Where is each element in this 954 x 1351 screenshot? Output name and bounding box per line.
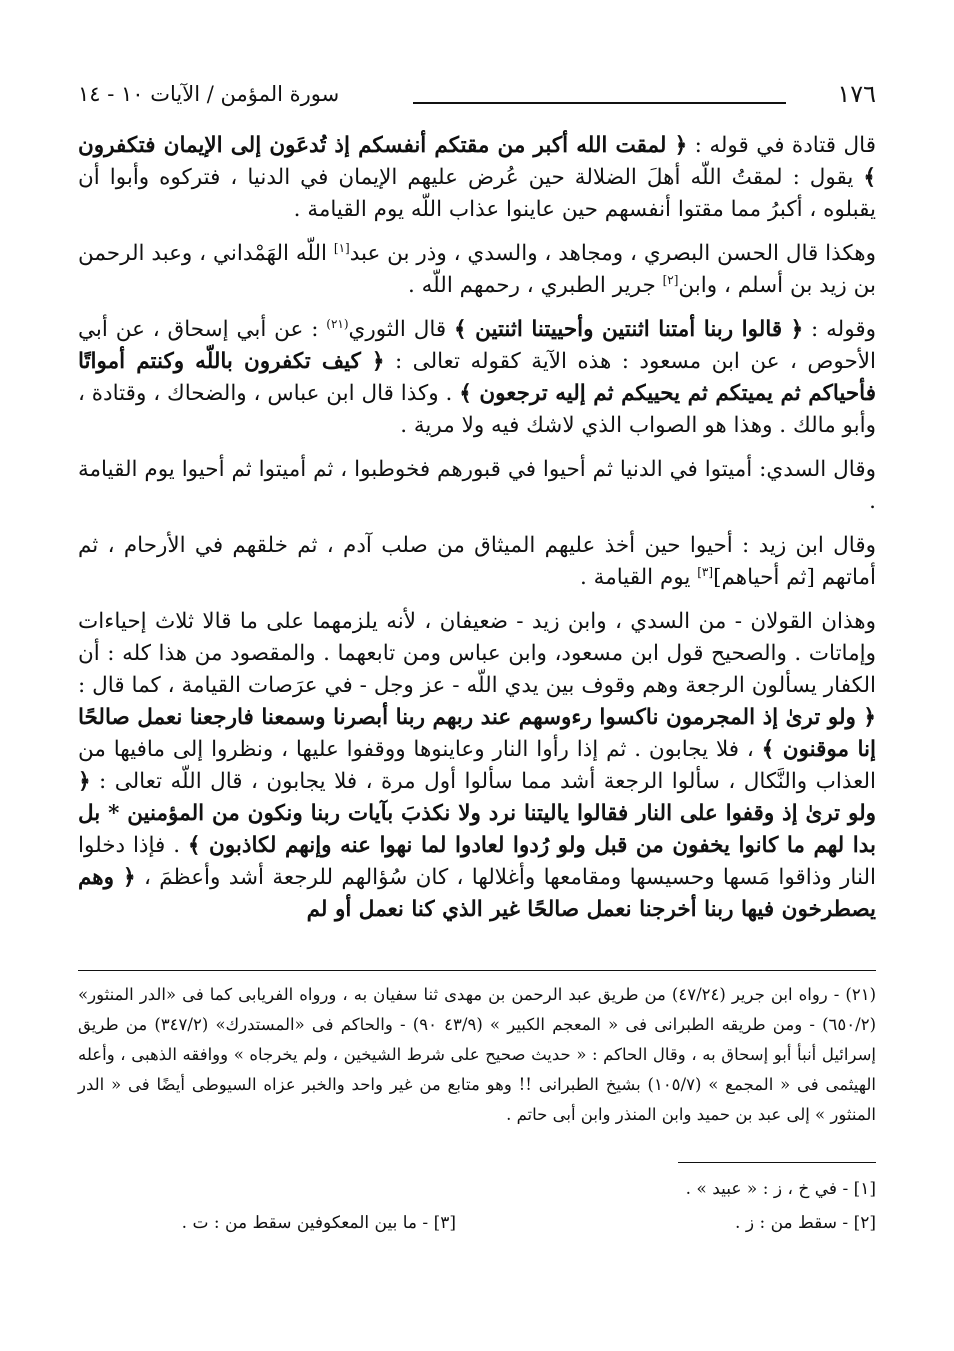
footnote-ref: [٣]: [697, 564, 714, 579]
text: ، فلا يجابون . ثم إذا رأوا النار وعاينوها ووقفوا عليها ، ونظروا إلى مافيها من العذاب والنَّكال ، سألوا الرجعة أشد مما سألوا أول مرة ، فلا يجابون ، قال اللّه تعالى :: [78, 737, 876, 794]
text: يقول : لمقتُ اللّه أهلَ الضلالة حين عُرض عليهم الإيمان في الدنيا ، فتركوه وأبوا أن يقبلوه ، أكبرُ مما مقتوا أنفسهم حين عاينوا عذاب اللّه يوم القيامة .: [78, 165, 876, 222]
paragraph-two-views: [78, 606, 876, 926]
footnote-ref: (٢١): [326, 316, 349, 331]
quran-verse: ﴿ ولو ترىٰ إذ المجرمون ناكسوا رءوسهم عند ربهم ربنا أبصرنا وسمعنا فارجعنا نعمل صالحًا إنا موقنون ﴾: [78, 705, 876, 762]
quran-verse: ﴿ ولو ترىٰ إذ وقفوا على النار فقالوا ياليتنا نرد ولا نكذبَ بآيات ربنا ونكون من المؤمنين * بل بدا لهم ما كانوا يخفون من قبل ولو رُدوا لعادوا لما نهوا عنه وإنهم لكاذبون ﴾: [78, 769, 876, 858]
text: وهذان القولان - من السدي ، وابن زيد - ضعيفان ، لأنه يلزمهما على ما قالا ثلاث إحياءات وإماتات . والصحيح قول ابن مسعود، وابن عباس ومن تابعهما . والمقصود من هذا كله : أن الكفار يسألون الرجعة وهم وقوف بين يدي اللّه - عز وجل - في عرَصات القيامة ، كما قال :: [78, 609, 876, 698]
header-title: سورة المؤمن / الآيات ١٠ - ١٤: [78, 82, 340, 106]
variants-divider: [678, 1162, 876, 1163]
quran-verse: ﴿ لمقت الله أكبر من مقتكم أنفسكم إذ تُدعَون إلى الإيمان فتكفرون ﴾: [78, 133, 876, 190]
text: قال الثوري: [348, 317, 454, 342]
quran-verse: ﴿ كيف تكفرون باللّه وكنتم أمواتًا فأحياكم ثم يميتكم ثم يحييكم ثم إليه ترجعون ﴾: [78, 349, 876, 406]
variant-note-3: [٣] - ما بين المعكوفين سقط من : ت .: [181, 1213, 456, 1233]
manuscript-variants: [78, 1172, 876, 1240]
quran-verse: ﴿ قالوا ربنا أمتنا اثنتين وأحييتنا اثنتين ﴾: [454, 317, 804, 342]
paragraph-suddi: وقال السدي: أميتوا في الدنيا ثم أحيوا في قبورهم فخوطبوا ، ثم أميتوا ثم أحيوا يوم القيامة .: [78, 457, 876, 514]
variant-row: [78, 1172, 876, 1206]
page-number: ١٧٦: [837, 80, 876, 108]
paragraph-qatada: [78, 130, 876, 226]
paragraph-thawri: [78, 314, 876, 442]
text: : عن أبي إسحاق ، عن أبي الأحوص ، عن ابن مسعود : هذه الآية كقوله تعالى :: [78, 317, 876, 374]
text: وقوله :: [803, 317, 876, 342]
text: يوم القيامة .: [580, 565, 698, 590]
paragraph-ibn-zayd: [78, 530, 876, 594]
variant-row: [78, 1206, 876, 1240]
paragraph-hasan: [78, 238, 876, 302]
text: وقال ابن زيد : أحيوا حين أخذ عليهم الميثاق من صلب آدم ، ثم خلقهم في الأرحام ، ثم أماتهم [ثم أحياهم]: [78, 533, 876, 590]
variant-note-1: [١] - في خ ، ز : « عبيد » .: [685, 1179, 876, 1199]
main-text: [78, 130, 876, 962]
text: قال قتادة في قوله :: [687, 133, 876, 158]
text: جرير الطبري ، رحمهم اللّه .: [407, 273, 663, 298]
header-rule: [413, 102, 786, 104]
text: . فإذا دخلوا النار وذاقوا مَسها وحسيسها ومقامعها وأغلالها ، كان سُؤالهم للرجعة أشد وأعظمَ ،: [78, 833, 876, 890]
quran-verse: ﴿ وهم يصطرخون فيها ربنا أخرجنا نعمل صالحًا غير الذي كنا نعمل أو لم: [78, 865, 876, 922]
text: وهكذا قال الحسن البصري ، ومجاهد ، والسدي ، وذر بن عبد: [349, 241, 876, 266]
footnote-ref: [٢]: [662, 272, 679, 287]
text: اللّه الهَمْداني ، وعبد الرحمن بن زيد بن أسلم ، وابن: [78, 241, 876, 298]
text: . وكذا قال ابن عباس ، والضحاك ، وقتادة ، وأبو مالك . وهذا هو الصواب الذي لاشك فيه ولا مرية .: [78, 381, 876, 438]
footnote-divider: [78, 970, 876, 971]
running-header: [78, 80, 876, 120]
footnote-ref: [١]: [333, 240, 350, 255]
footnote-21: (٢١) - رواه ابن جرير (٤٧/٢٤) من طريق عبد الرحمن بن مهدى ثنا سفيان به ، ورواه الفريابى كما فى «الدر المنثور» (٦٥٠/٢) - ومن طريقه الطبرانى فى « المعجم الكبير » (٤٣/٩ ٩٠) - والحاكم فى «المستدرك» (٣٤٧/٢) من طريق إسرائيل أنبأ أبو إسحاق به ، وقال الحاكم : « حديث صحيح على شرط الشيخين ، ولم يخرجاه » ووافقه الذهبى ، وأعله الهيثمى فى « المجمع » (١٠٥/٧) بشيخ الطبرانى !! وهو متابع من غير واحد والخبر عزاه السيوطى أيضًا فى « الدر المنثور » إلى عبد بن حميد وابن المنذر وابن أبى حاتم .: [78, 985, 876, 1124]
variant-note-2: [٢] - سقط من : ز .: [735, 1213, 876, 1233]
